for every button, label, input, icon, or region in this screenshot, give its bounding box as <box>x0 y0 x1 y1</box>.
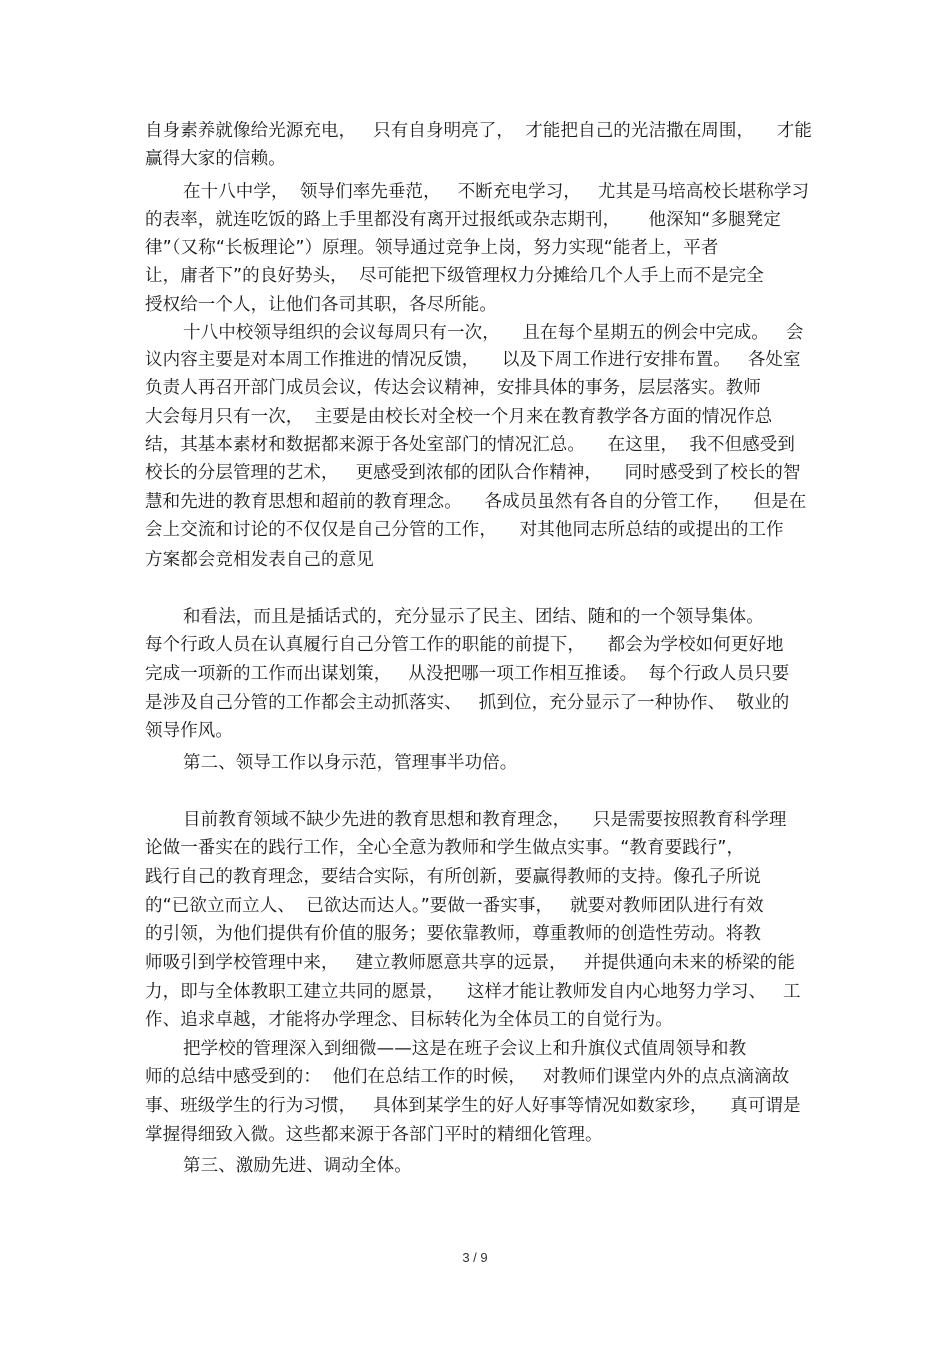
text-line: 师吸引到学校管理中来， 建立教师愿意共享的远景， 并提供通向未来的桥梁的能 <box>145 953 795 973</box>
text-line: 校长的分层管理的艺术， 更感受到浓郁的团队合作精神， 同时感受到了校长的智 <box>145 463 801 483</box>
section-heading: 第二、领导工作以身示范，管理事半功倍。 <box>183 753 518 773</box>
text-line: 十八中校领导组织的会议每周只有一次， 且在每个星期五的例会中完成。 会 <box>183 323 804 343</box>
text-line: 师的总结中感受到的： 他们在总结工作的时候， 对教师们课堂内外的点点滴滴故 <box>145 1067 790 1087</box>
text-line: 力，即与全体教职工建立共同的愿景， 这样才能让教师发自内心地努力学习、 工 <box>145 982 801 1002</box>
text-line: 践行自己的教育理念，要结合实际，有所创新，要赢得教师的支持。像孔子所说 <box>145 867 761 887</box>
text-line: 和看法，而且是插话式的，充分显示了民主、团结、随和的一个领导集体。 <box>183 607 764 627</box>
text-line: 论做一番实在的践行工作，全心全意为教师和学生做点实事。“教育要践行”， <box>145 838 745 858</box>
text-line: 在十八中学， 领导们率先垂范， 不断充电学习， 尤其是马培高校长堪称学习 <box>183 182 810 202</box>
text-line: 领导作风。 <box>145 721 233 741</box>
text-line: 完成一项新的工作而出谋划策， 从没把哪一项工作相互推诿。 每个行政人员只要 <box>145 664 790 684</box>
text-line: 作、追求卓越，才能将办学理念、目标转化为全体员工的自觉行为。 <box>145 1010 673 1030</box>
text-line: 掌握得细致入微。这些都来源于各部门平时的精细化管理。 <box>145 1125 603 1145</box>
text-line: 会上交流和讨论的不仅仅是自己分管的工作， 对其他同志所总结的或提出的工作 <box>145 520 784 540</box>
text-line: 目前教育领域不缺少先进的教育思想和教育理念， 只是需要按照教育科学理 <box>183 810 787 830</box>
text-line: 把学校的管理深入到细微——这是在班子会议上和升旗仪式值周领导和教 <box>183 1039 747 1059</box>
text-line: 事、班级学生的行为习惯， 具体到某学生的好人好事等情况如数家珍， 真可谓是 <box>145 1096 801 1116</box>
text-line: 的“已欲立而立人、 已欲达而达人。”要做一番实事， 就要对教师团队进行有效 <box>145 896 764 916</box>
text-line: 的引领，为他们提供有价值的服务；要依靠教师，尊重教师的创造性劳动。将教 <box>145 924 761 944</box>
text-line: 每个行政人员在认真履行自己分管工作的职能的前提下， 都会为学校如何更好地 <box>145 635 784 655</box>
text-line: 慧和先进的教育思想和超前的教育理念。 各成员虽然有各自的分管工作， 但是在 <box>145 492 807 512</box>
text-line: 自身素养就像给光源充电， 只有自身明亮了， 才能把自己的光洁撒在周围， 才能 <box>145 121 812 141</box>
text-line: 赢得大家的信赖。 <box>145 149 286 169</box>
text-line: 结，其基本素材和数据都来源于各处室部门的情况汇总。 在这里， 我不但感受到 <box>145 435 795 455</box>
text-line: 律”（又称“长板理论”）原理。领导通过竞争上岗，努力实现“能者上，平者 <box>145 238 719 258</box>
text-line: 授权给一个人，让他们各司其职，各尽所能。 <box>145 295 497 315</box>
page-number: 3 / 9 <box>462 1250 488 1265</box>
text-line: 议内容主要是对本周工作推进的情况反馈， 以及下周工作进行安排布置。 各处室 <box>145 350 801 370</box>
text-line: 的表率，就连吃饭的路上手里都没有离开过报纸或杂志期刊， 他深知“多腿凳定 <box>145 210 781 230</box>
text-line: 方案都会竞相发表自己的意见 <box>145 550 374 570</box>
text-line: 让，庸者下”的良好势头， 尽可能把下级管理权力分摊给几个人手上而不是完全 <box>145 266 764 286</box>
section-heading: 第三、激励先进、调动全体。 <box>183 1156 412 1176</box>
text-line: 大会每月只有一次， 主要是由校长对全校一个月来在教育教学各方面的情况作总 <box>145 407 773 427</box>
text-line: 是涉及自己分管的工作都会主动抓落实、 抓到位，充分显示了一种协作、 敬业的 <box>145 693 790 713</box>
text-line: 负责人再召开部门成员会议，传达会议精神，安排具体的事务，层层落实。教师 <box>145 378 761 398</box>
